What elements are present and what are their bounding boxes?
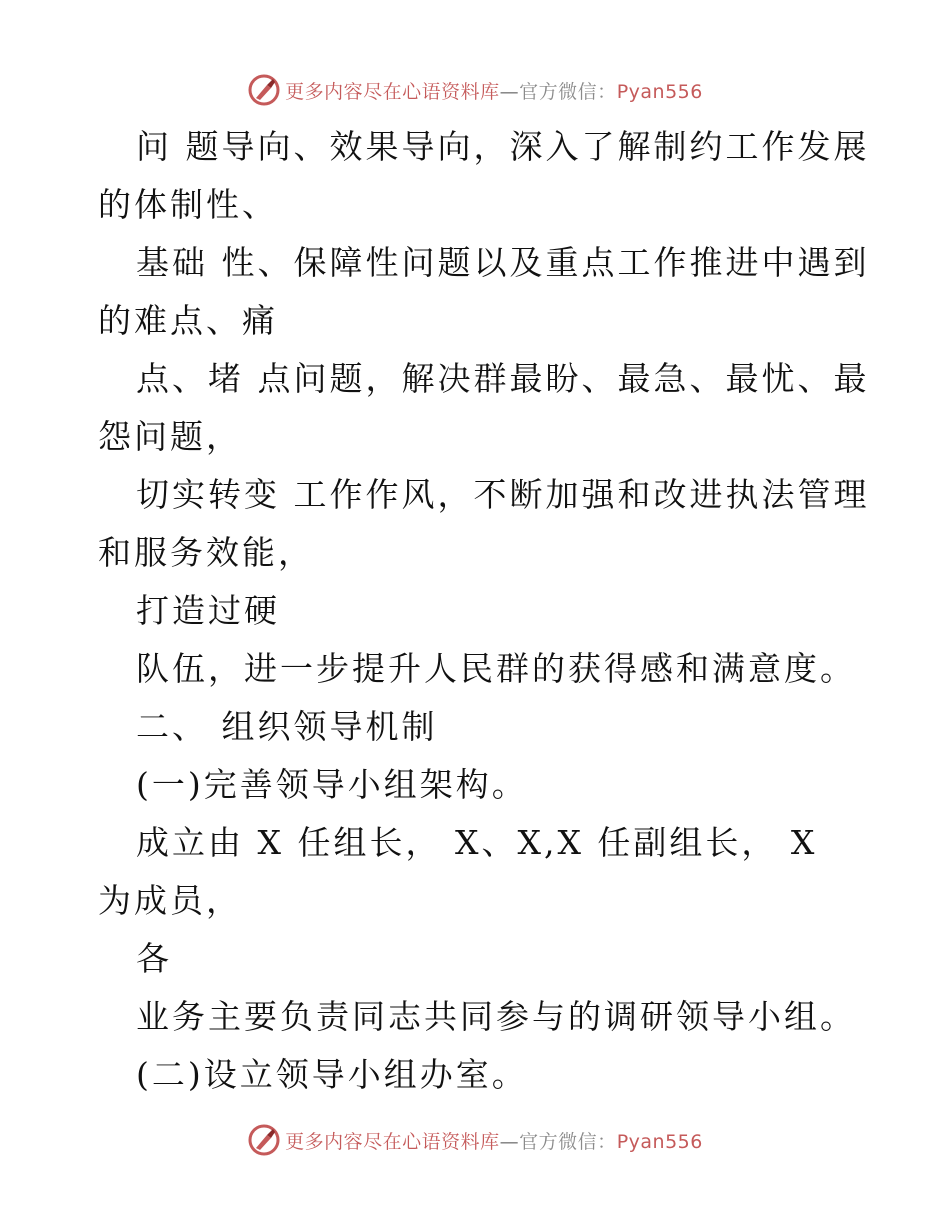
subsection-heading: (一)完善领导小组架构。 xyxy=(136,765,528,804)
banner-text xyxy=(285,77,703,104)
text-line: 怨问题， xyxy=(98,417,242,456)
text-line: 和服务效能， xyxy=(98,533,314,572)
text-line: 切实转变 工作作风，不断加强和改进执法管理 xyxy=(136,475,870,514)
text-line: 各 xyxy=(136,939,172,978)
banner-separator: — xyxy=(499,80,520,103)
pen-nib-circle-logo-icon xyxy=(247,73,281,107)
banner-separator: — xyxy=(499,1130,520,1153)
banner-wechat-id: Pyan556 xyxy=(616,80,703,103)
subsection-heading: (二)设立领导小组办室。 xyxy=(136,1055,528,1094)
text-line: 打造过硬 xyxy=(136,591,280,630)
section-heading: 二、 组织领导机制 xyxy=(136,707,438,746)
text-line: 业务主要负责同志共同参与的调研领导小组。 xyxy=(136,997,856,1036)
banner-official-label: 官方微信： xyxy=(519,80,617,103)
header-banner xyxy=(0,70,950,110)
banner-main-text: 更多内容尽在心语资料库 xyxy=(285,80,500,103)
banner-main-text: 更多内容尽在心语资料库 xyxy=(285,1130,500,1153)
text-line: 问 题导向、效果导向，深入了解制约工作发展 xyxy=(136,127,870,166)
text-line: 点、堵 点问题，解决群最盼、最急、最忧、最 xyxy=(136,359,870,398)
document-body xyxy=(98,118,870,1104)
banner-wechat-id: Pyan556 xyxy=(616,1130,703,1153)
text-line: 基础 性、保障性问题以及重点工作推进中遇到 xyxy=(136,243,870,282)
text-line: 成立由 X 任组长， X、X,X 任副组长， X xyxy=(136,823,818,862)
text-line: 的体制性、 xyxy=(98,185,278,224)
text-line: 的难点、痛 xyxy=(98,301,278,340)
text-line: 队伍，进一步提升人民群的获得感和满意度。 xyxy=(136,649,856,688)
pen-nib-circle-logo-icon xyxy=(247,1123,281,1157)
footer-banner xyxy=(0,1120,950,1160)
banner-text xyxy=(285,1127,703,1154)
text-line: 为成员， xyxy=(98,881,242,920)
banner-official-label: 官方微信： xyxy=(519,1130,617,1153)
